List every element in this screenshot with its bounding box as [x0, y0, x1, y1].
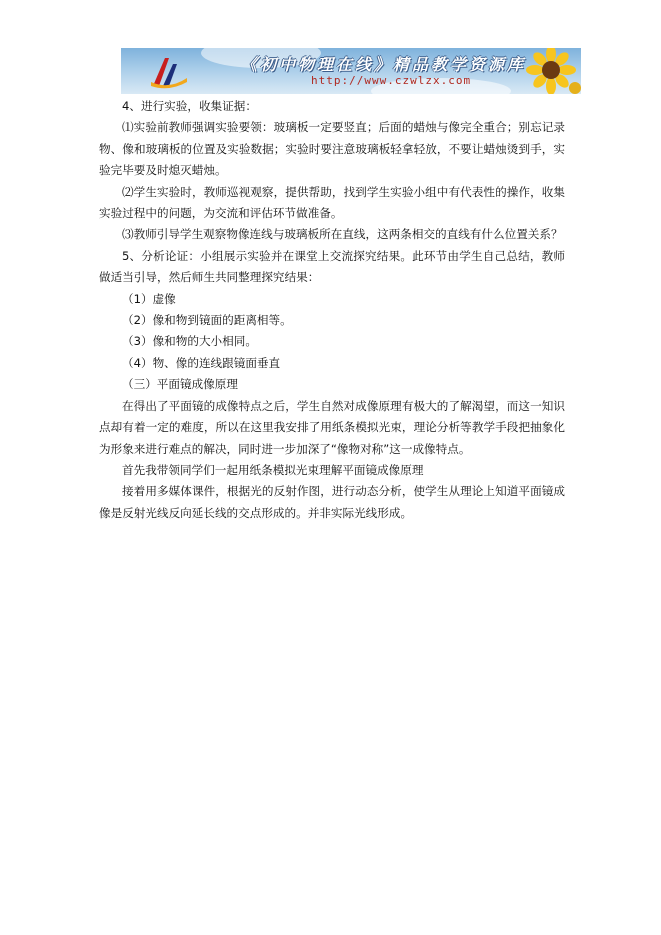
- site-logo-icon: [149, 52, 189, 90]
- document-body: [99, 96, 565, 524]
- banner-title: 《初中物理在线》精品教学资源库: [241, 55, 527, 74]
- sunflower-icon: [511, 48, 581, 94]
- step-4-heading: 4、进行实验，收集证据：: [122, 99, 257, 113]
- section-heading: （三）平面镜成像原理: [122, 377, 238, 392]
- header-banner: [121, 48, 581, 94]
- paragraph: 接着用多媒体课件，根据光的反射作图，进行动态分析，使学生从理论上知道平面镜成像是反射光线反向延长线的交点形成的。并非实际光线形成。: [99, 484, 565, 520]
- paragraph: 在得出了平面镜的成像特点之后，学生自然对成像原理有极大的了解渴望，而这一知识点却有着一定的难度，所以在这里我安排了用纸条模拟光束，理论分析等教学手段把抽象化为形象来进行难点的解决，同时进一步加深了“像物对称”这一成像特点。: [99, 398, 565, 456]
- step-5-paragraph: 5、分析论证：小组展示实验并在课堂上交流探究结果。此环节由学生自己总结，教师做适当引导，然后师生共同整理探究结果：: [99, 248, 565, 285]
- paragraph: ⑵学生实验时，教师巡视观察，提供帮助，找到学生实验小组中有代表性的操作，收集实验过程中的问题，为交流和评估环节做准备。: [99, 184, 565, 221]
- banner-url: http://www.czwlzx.com: [311, 74, 472, 87]
- paragraph: ⑴实验前教师强调实验要领：玻璃板一定要竖直；后面的蜡烛与像完全重合；别忘记录物、像和玻璃板的位置及实验数据；实验时要注意玻璃板轻拿轻放，不要让蜡烛烫到手，实验完毕要及时熄灭蜡烛。: [99, 120, 565, 178]
- list-item: （1）虚像: [122, 291, 176, 306]
- paragraph: 首先我带领同学们一起用纸条模拟光束理解平面镜成像原理: [122, 462, 424, 477]
- paragraph: ⑶教师引导学生观察物像连线与玻璃板所在直线，这两条相交的直线有什么位置关系？: [122, 227, 563, 242]
- list-item: （4）物、像的连线跟镜面垂直: [122, 355, 281, 370]
- list-item: （3）像和物的大小相同。: [122, 334, 257, 349]
- list-item: （2）像和物到镜面的距离相等。: [122, 313, 292, 328]
